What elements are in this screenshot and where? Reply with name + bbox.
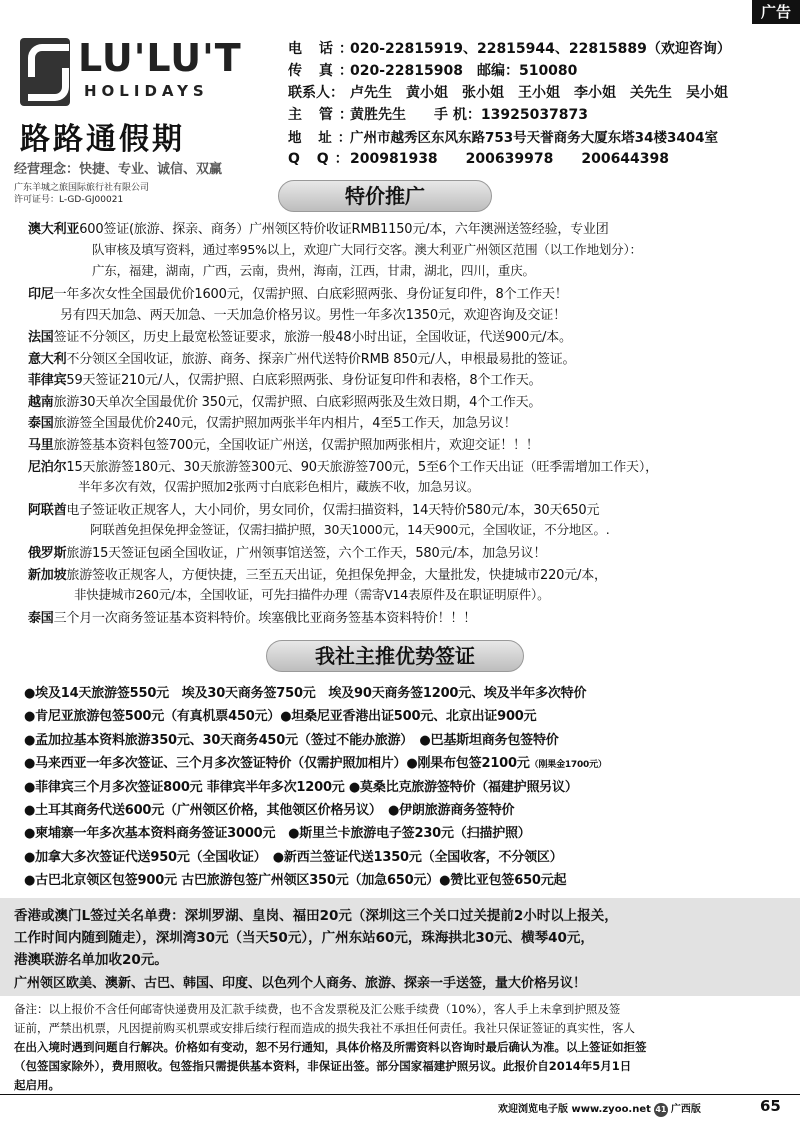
promo-text: 600签证(旅游、探亲、商务）广州领区特价收证RMB1150元/本，六年澳洲送签经验，专业团 [79,222,609,237]
promo-country: 新加坡 [28,567,67,583]
promo-country: 印尼 [28,286,54,302]
footer [498,1100,701,1117]
promo-country: 越南 [28,394,54,410]
hk-macau-band [0,898,800,996]
promo-line [74,585,549,603]
contact-phone: 电 话：020-22815919、22815944、22815889（欢迎咨询） [288,41,731,57]
promo-text: 三个月一次商务签证基本资料特价。埃塞俄比亚商务签基本资料特价！！！ [53,610,477,626]
band-line: 香港或澳门L签过关名单费：深圳罗湖、皇岗、福田20元（深圳这三个关口过关提前2小时以上报关， [14,908,618,924]
promo-text: 非快捷城市260元/本，全国收证，可先扫描件办理（需寄V14表原件及在职证明原件）。 [74,587,550,603]
promo-text: 旅游签基本资料包签700元，全国收证广州送，仅需护照加两张相片，欢迎交证！！！ [53,438,539,453]
logo-s-icon [20,38,70,106]
footer-badge: 41 [654,1103,668,1117]
logo-holidays: HOLIDAYS [84,82,209,100]
promo-text: 半年多次有效，仅需护照加2张两寸白底彩色相片，藏族不收，加急另议。 [78,479,480,495]
featured-visa-line [24,869,566,888]
promo-line [90,520,610,538]
band-line: 工作时间内随到随走），深圳湾30元（当天50元），广州东站60元，珠海拱北30元、横琴40元， [14,930,594,946]
note-line: 起启用。 [14,1078,60,1092]
featured-visa-text: ●埃及14天旅游签550元 埃及30天商务签750元 埃及90天商务签1200元、埃及半年多次特价 [24,686,587,701]
note-line: 备注：以上报价不含任何邮寄快递费用及汇款手续费，也不含发票税及汇公账手续费（10%），客人手上未拿到护照及签 [14,1002,621,1016]
promo-line [28,434,539,453]
promo-text: 另有四天加急、两天加急、一天加急价格另议。男性一年多次1350元，欢迎咨询及交证！ [60,308,566,324]
footer-text: 欢迎浏览电子版 www.zyoo.net [498,1104,651,1115]
contact-manager: 主 管：黄胜先生 手 机：13925037873 [288,107,589,123]
page-number: 65 [760,1097,781,1115]
promo-line [92,240,642,258]
contact-fax: 传 真：020-22815908 邮编：510080 [288,63,578,79]
promo-country: 泰国 [28,416,54,432]
promo-text: 旅游30天单次全国最优价 350元，仅需护照、白底彩照两张及生效日期，4个工作天。 [53,394,542,410]
promo-text: 签证不分领区，历史上最宽松签证要求，旅游一般48小时出证，全国收证，代送900元/本。 [53,330,572,345]
promo-text: 队审核及填写资料，通过率95%以上，欢迎广大同行交客。澳大利亚广州领区范围（以工作地划分）： [92,241,642,257]
promo-line [28,456,658,475]
featured-visa-text: ●肯尼亚旅游包签500元（有真机票450元）●坦桑尼亚香港出证500元、北京出证900元 [24,709,537,725]
contact-qq: Q Q：200981938 200639978 200644398 [288,151,670,167]
promo-line [28,499,599,518]
promo-text: 旅游签全国最优价240元，仅需护照加两张半年内相片，4至5工作天，加急另议！ [53,416,517,432]
logo-brand: LU'LU'T [78,36,242,80]
featured-visa-text: ●马来西亚一年多次签证、三个月多次签证特价（仅需护照加相片）●刚果布包签2100元 [24,756,530,772]
footer-divider [0,1094,800,1095]
promo-text: 59天签证210元/人，仅需护照、白底彩照两张、身份证复印件和表格，8个工作天。 [66,373,542,389]
promo-text: 旅游签收正规客人，方便快捷，三至五天出证，免担保免押金，大量批发，快捷城市220元/本， [66,567,607,583]
featured-visa-line [24,822,531,841]
promo-line [28,607,476,626]
featured-visa-text: ●古巴北京领区包签900元 古巴旅游包签广州领区350元（加急650元）●赞比亚包签650元起 [24,873,567,889]
note-line: （包签国家除外），费用照收。包签指只需提供基本资料，非保证出签。部分国家福建护照另议。此报价自2014年5月1日 [14,1059,632,1073]
featured-visa-line [24,705,536,724]
promo-text: 15天旅游签180元、30天旅游签300元、90天旅游签700元，5至6个工作天出证（旺季需增加工作天）， [66,459,658,475]
band-line: 广州领区欧美、澳新、古巴、韩国、印度、以色列个人商务、旅游、探亲一手送签，量大价格另议！ [14,976,587,991]
note-line: 在出入境时遇到问题自行解决。价格如有变动，恕不另行通知，具体价格及所需资料以咨询时最后确认为准。以上签证如拒签 [14,1040,647,1054]
featured-visa-text: ●孟加拉基本资料旅游350元、30天商务450元（签过不能办旅游） ●巴基斯坦商务包签特价 [24,732,559,748]
promo-line [28,542,546,561]
promo-country: 马里 [28,438,54,453]
ad-tag: 广告 [752,0,800,24]
company-name: 广东羊城之旅国际旅行社有限公司 [14,183,150,193]
license-number: 许可证号：L-GD-GJ00021 [14,195,124,205]
featured-visa-text: ●加拿大多次签证代送950元（全国收证） ●新西兰签证代送1350元（全国收客，不分领区） [24,849,563,865]
featured-visa-line [24,776,578,795]
contact-address: 地 址：广州市越秀区东风东路753号天誉商务大厦东塔34楼3404室 [288,130,719,146]
promo-country: 尼泊尔 [28,459,67,475]
promo-line [28,564,607,583]
promo-line [28,218,609,237]
featured-visa-text: ●菲律宾三个月多次签证800元 菲律宾半年多次1200元 ●莫桑比克旅游签特价（福建护照另议） [24,779,578,795]
featured-visa-line [24,846,563,865]
featured-visa-text: ●柬埔寨一年多次基本资料商务签证3000元 ●斯里兰卡旅游电子签230元（扫描护照） [24,826,531,842]
promo-text: 不分领区全国收证，旅游、商务、探亲广州代送特价RMB 850元/人，申根最易批的签证。 [66,351,576,367]
featured-visa-line [24,682,586,701]
section-title-promotions: 特价推广 [278,180,492,212]
promo-line [92,261,535,279]
promo-text: 一年多次女性全国最优价1600元，仅需护照、白底彩照两张、身份证复印件，8个工作天！ [53,286,568,302]
promo-text: 阿联酋免担保免押金签证，仅需扫描护照，30天1000元，14天900元，全国收证，不分地区。. [90,522,610,538]
featured-visa-line [24,729,559,748]
featured-visa-line [24,799,514,818]
section-title-featured-visas: 我社主推优势签证 [266,640,524,672]
promo-country: 澳大利亚 [28,222,80,237]
promo-line [28,283,568,302]
note-line: 证前，严禁出机票，凡因提前购买机票或安排后续行程而造成的损失我社不承担任何责任。我社只保证签证的真实性，客人 [14,1021,635,1035]
promo-line [28,369,541,388]
congo-note: （刚果金1700元） [529,760,607,771]
promo-country: 菲律宾 [28,373,67,389]
promo-line [28,391,541,410]
promo-line [78,477,479,495]
promo-text: 旅游15天签证包函全国收证，广州领事馆送签，六个工作天，580元/本，加急另议！ [66,546,547,561]
promo-country: 俄罗斯 [28,546,67,561]
header [0,26,800,205]
promo-text: 电子签证收正规客人，大小同价，男女同价，仅需扫描资料，14天特价580元/本，30天650元 [66,502,600,518]
promo-line [28,326,572,345]
promo-country: 法国 [28,330,54,345]
promo-line [28,348,575,367]
promo-text: 广东，福建，湖南，广西，云南，贵州，海南，江西，甘肃，湖北，四川，重庆。 [92,263,535,279]
promo-country: 阿联酋 [28,502,67,518]
logo-slogan: 经营理念：快捷、专业、诚信、双赢 [14,162,223,177]
footer-edition: 广西版 [670,1104,701,1115]
promo-country: 泰国 [28,610,54,626]
promo-country: 意大利 [28,351,67,367]
contact-people: 联系人： 卢先生 黄小姐 张小姐 王小姐 李小姐 关先生 吴小姐 [288,85,728,101]
contact-block [288,38,800,170]
featured-visa-line [24,752,607,771]
featured-visa-text: ●土耳其商务代送600元（广州领区价格，其他领区价格另议） ●伊朗旅游商务签特价 [24,803,515,818]
promo-line [28,412,516,431]
logo [14,34,274,205]
logo-cn-name: 路路通假期 [20,122,185,157]
promo-line [60,304,566,323]
band-line: 港澳联游名单加收20元。 [14,952,168,968]
notes [14,1000,794,1095]
